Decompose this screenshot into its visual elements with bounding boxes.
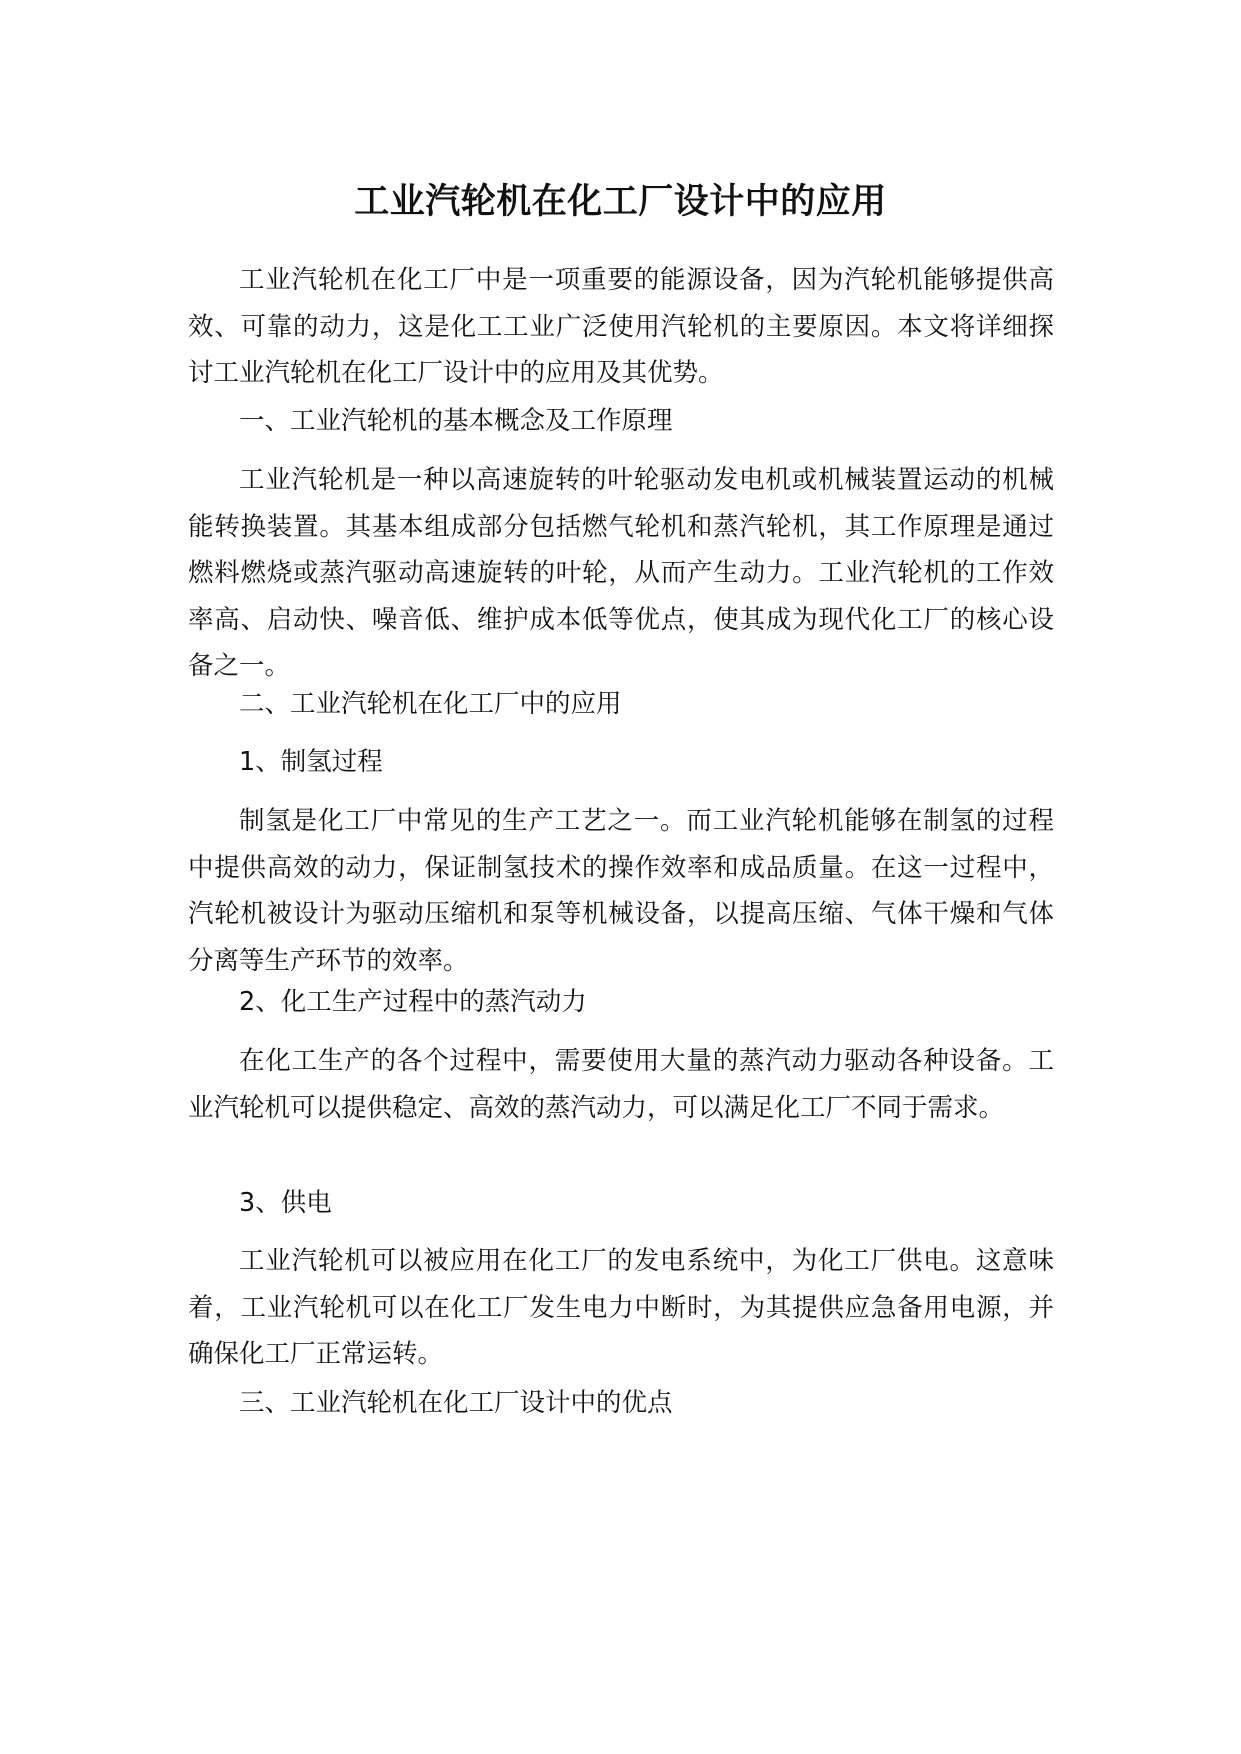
paragraph-power: 工业汽轮机可以被应用在化工厂的发电系统中，为化工厂供电。这意味着，工业汽轮机可以在化工厂发生电力中断时，为其提供应急备用电源，并确保化工厂正常运转。 — [188, 1246, 1054, 1369]
paragraph-intro: 工业汽轮机在化工厂中是一项重要的能源设备，因为汽轮机能够提供高效、可靠的动力，这是化工工业广泛使用汽轮机的主要原因。本文将详细探讨工业汽轮机在化工厂设计中的应用及其优势。 — [188, 265, 1054, 388]
section-heading-1: 一、工业汽轮机的基本概念及工作原理 — [239, 406, 673, 436]
subsection-heading-steam: 2、化工生产过程中的蒸汽动力 — [239, 987, 587, 1017]
section-heading-2: 二、工业汽轮机在化工厂中的应用 — [239, 689, 622, 719]
paragraph-steam: 在化工生产的各个过程中，需要使用大量的蒸汽动力驱动各种设备。工业汽轮机可以提供稳定、高效的蒸汽动力，可以满足化工厂不同于需求。 — [188, 1046, 1054, 1123]
subsection-heading-power: 3、供电 — [239, 1188, 332, 1218]
document-title: 工业汽轮机在化工厂设计中的应用 — [354, 182, 887, 222]
paragraph-concept: 工业汽轮机是一种以高速旋转的叶轮驱动发电机或机械装置运动的机械能转换装置。其基本组成部分包括燃气轮机和蒸汽轮机，其工作原理是通过燃料燃烧或蒸汽驱动高速旋转的叶轮，从而产生动力。工业汽轮机的工作效率高、启动快、噪音低、维护成本低等优点，使其成为现代化工厂的核心设备之一。 — [188, 465, 1054, 681]
subsection-heading-hydrogen: 1、制氢过程 — [239, 747, 383, 777]
section-heading-3: 三、工业汽轮机在化工厂设计中的优点 — [239, 1388, 673, 1418]
paragraph-hydrogen: 制氢是化工厂中常见的生产工艺之一。而工业汽轮机能够在制氢的过程中提供高效的动力，保证制氢技术的操作效率和成品质量。在这一过程中，汽轮机被设计为驱动压缩机和泵等机械设备，以提高压缩、气体干燥和气体分离等生产环节的效率。 — [188, 806, 1054, 976]
